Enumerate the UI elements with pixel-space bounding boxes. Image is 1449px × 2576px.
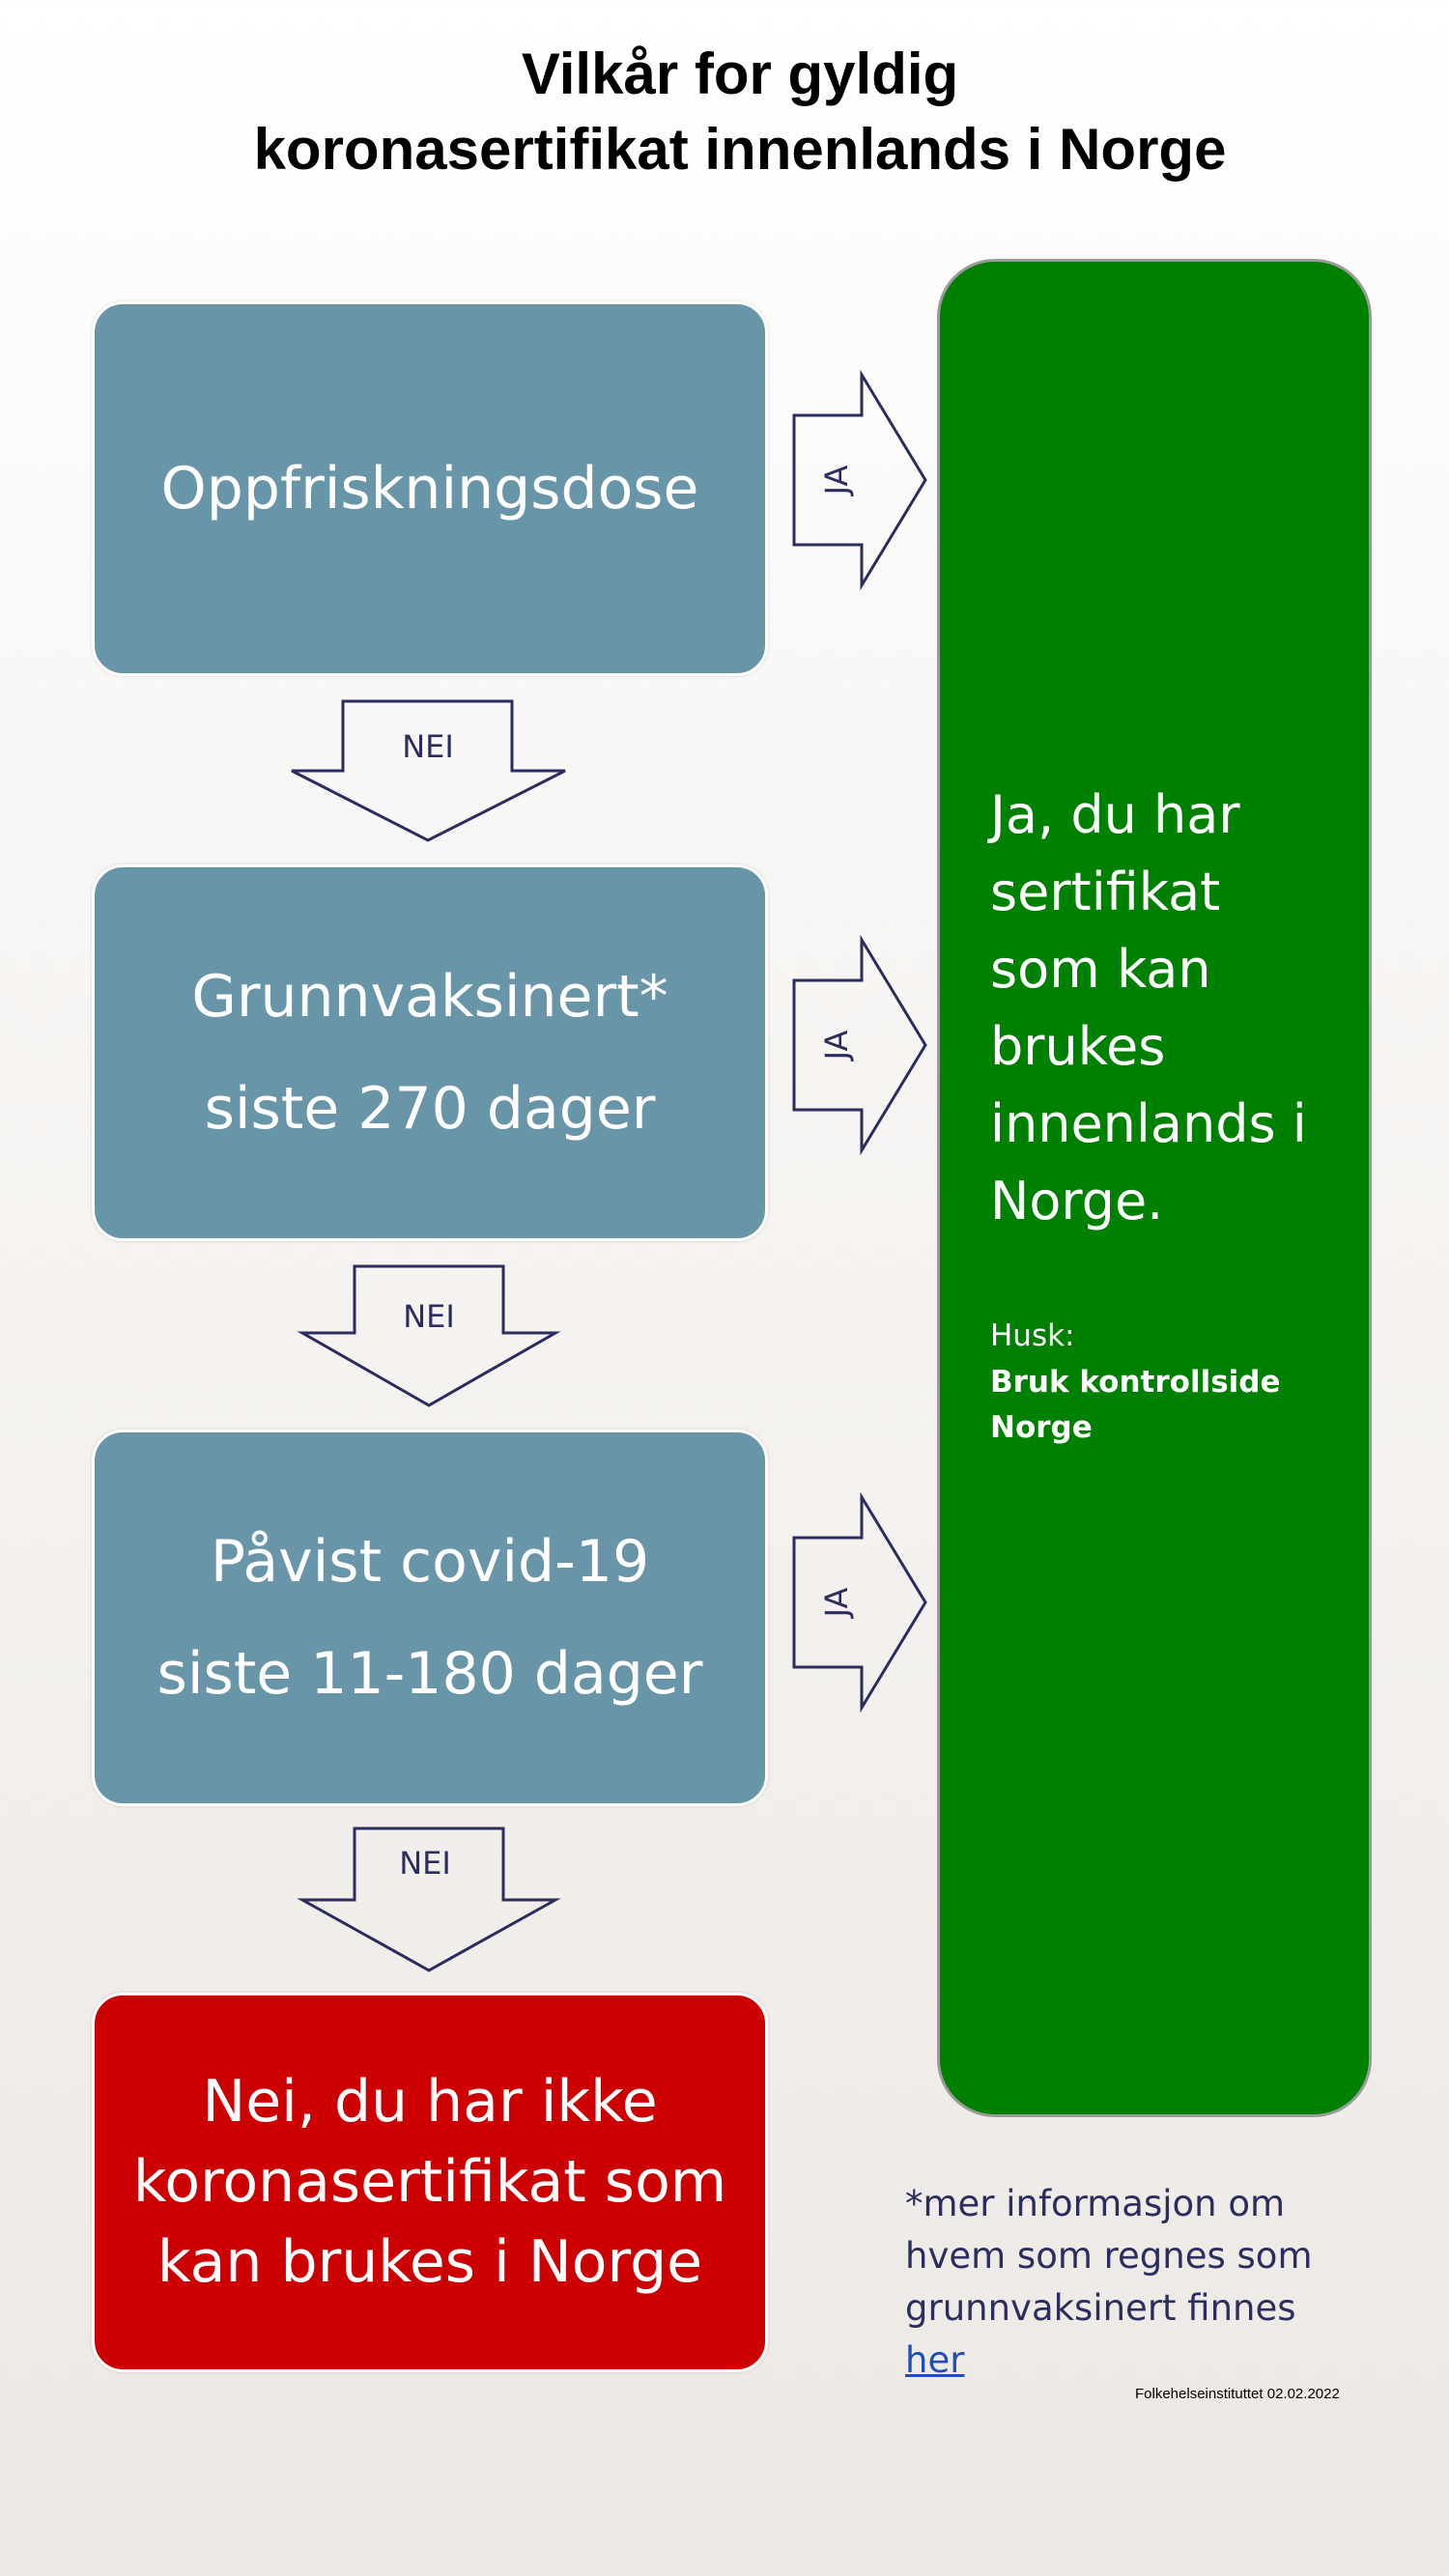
footnote-line-1: *mer informasjon om xyxy=(905,2183,1286,2224)
step-recovered-label-line-1: Påvist covid-19 xyxy=(210,1528,650,1596)
source-credit: Folkehelseinstituttet 02.02.2022 xyxy=(1135,2386,1340,2402)
footnote-line-3: grunnvaksinert finnes xyxy=(905,2287,1296,2329)
yes-arrow-1 xyxy=(794,375,925,585)
no-arrow-3-label: NEI xyxy=(399,1845,451,1882)
yes-arrow-3 xyxy=(794,1497,925,1708)
yes-arrow-3-label: JA xyxy=(818,1587,855,1618)
result-no-line-2: koronasertifikat som xyxy=(132,2148,727,2216)
page-title-line-1: Vilkår for gyldig xyxy=(521,42,959,106)
result-yes-line-2: sertifikat xyxy=(990,862,1221,922)
result-no-line-3: kan brukes i Norge xyxy=(156,2228,703,2296)
page-title-line-2: koronasertifikat innenlands i Norge xyxy=(253,117,1227,182)
reminder-line-1: Bruk kontrollside xyxy=(990,1365,1281,1400)
result-yes-line-3: som kan xyxy=(990,939,1211,1000)
no-arrow-2 xyxy=(302,1266,555,1405)
reminder-line-2: Norge xyxy=(990,1410,1093,1445)
result-yes-line-1: Ja, du har xyxy=(990,784,1240,845)
no-arrow-2-label: NEI xyxy=(403,1298,455,1335)
result-yes-line-5: innenlands i xyxy=(990,1093,1307,1154)
no-arrow-1 xyxy=(292,701,565,840)
step-fully-vaccinated-label-line-1: Grunnvaksinert* xyxy=(191,963,668,1031)
footnote-line-2: hvem som regnes som xyxy=(905,2235,1313,2277)
yes-arrow-1-label: JA xyxy=(818,465,855,495)
step-recovered-label-line-2: siste 11-180 dager xyxy=(156,1640,703,1708)
result-yes-line-4: brukes xyxy=(990,1016,1166,1077)
reminder-label: Husk: xyxy=(990,1318,1075,1353)
no-arrow-3 xyxy=(302,1828,555,1970)
yes-arrow-2 xyxy=(794,940,925,1150)
footnote xyxy=(905,2178,1388,2387)
step-fully-vaccinated-label-line-2: siste 270 dager xyxy=(204,1075,656,1143)
no-arrow-1-label: NEI xyxy=(402,728,454,765)
result-yes-line-6: Norge. xyxy=(990,1171,1164,1231)
result-no-line-1: Nei, du har ikke xyxy=(202,2068,658,2136)
step-booster-dose-label: Oppfriskningsdose xyxy=(160,455,699,523)
footnote-link[interactable]: her xyxy=(905,2339,965,2381)
yes-arrow-2-label: JA xyxy=(818,1030,855,1061)
